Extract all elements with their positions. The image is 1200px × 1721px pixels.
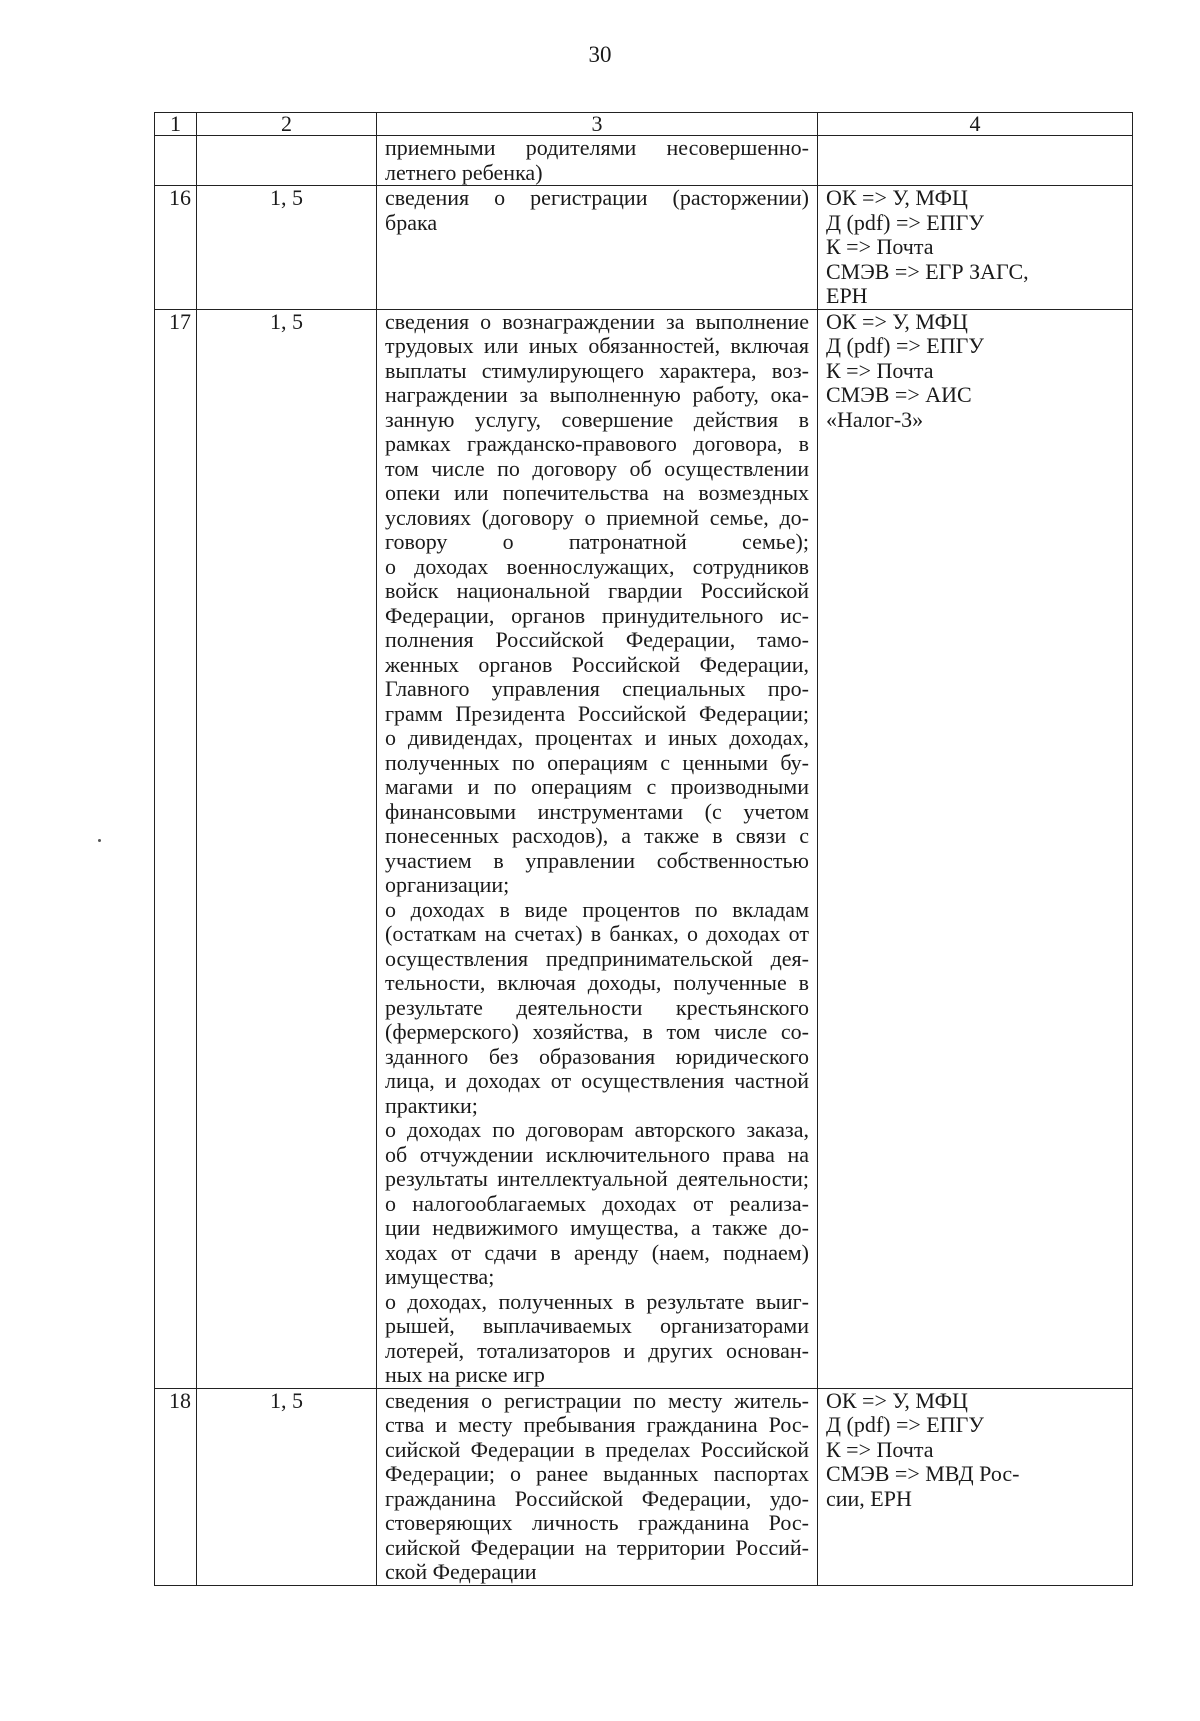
description-line: Федерации, органов принудительного ис- (385, 602, 809, 628)
description-line: Главного управления специальных про- (385, 676, 809, 701)
description-line: брака (385, 209, 438, 235)
description-line: ных на риске игр (385, 1362, 545, 1387)
description-line: полнения Российской Федерации, тамо- (385, 627, 809, 652)
description-line: летнего ребенка) (385, 159, 543, 185)
description-line: женных органов Российской Федерации, (385, 651, 809, 677)
description-line: зданного без образования юридического (385, 1043, 809, 1069)
description-line: о дивидендах, процентах и иных доходах, (385, 725, 809, 750)
channel-line: К => Почта (826, 357, 934, 383)
scan-mark (98, 839, 101, 842)
description-line: грамм Президента Российской Федерации; (385, 700, 809, 726)
description-line: Федерации; о ранее выданных паспортах (385, 1461, 809, 1486)
row-channels (818, 186, 1133, 310)
table-row (155, 136, 1133, 186)
table-header-row (155, 113, 1133, 136)
header-cell: 2 (197, 113, 377, 136)
row-number (155, 136, 197, 186)
description-line: сведения о вознаграждении за выполнение (385, 308, 809, 334)
channel-line: Д (pdf) => ЕПГУ (826, 1412, 984, 1437)
description-line: том числе по договору об осуществлении (385, 455, 809, 481)
description-line: практики; (385, 1092, 478, 1118)
description-line: тельности, включая доходы, полученные в (385, 970, 809, 995)
channel-line: ЕРН (826, 283, 868, 308)
row-description (377, 136, 818, 186)
description-line: (остаткам на счетах) в банках, о доходах от (385, 921, 809, 946)
description-line: о доходах, полученных в результате выиг- (385, 1288, 809, 1314)
row-description (377, 1388, 818, 1585)
description-line: стоверяющих личность гражданина Рос- (385, 1510, 809, 1535)
description-line: о доходах в виде процентов по вкладам (385, 896, 809, 922)
description-line: ства и месту пребывания гражданина Рос- (385, 1412, 809, 1437)
channel-line: ОК => У, МФЦ (826, 1387, 968, 1413)
description-line: лица, и доходах от осуществления частной (385, 1068, 809, 1093)
header-cell: 1 (155, 113, 197, 136)
channel-line: СМЭВ => МВД Рос- (826, 1461, 1020, 1486)
description-line: рамках гражданско-правового договора, в (385, 431, 809, 456)
row-number: 18 (155, 1388, 197, 1585)
channel-line: К => Почта (826, 234, 934, 259)
description-line: организации; (385, 872, 510, 897)
table-row (155, 1388, 1133, 1585)
row-description (377, 186, 818, 310)
row-channels (818, 136, 1133, 186)
channel-line: Д (pdf) => ЕПГУ (826, 333, 984, 358)
description-line: гражданина Российской Федерации, удо- (385, 1485, 809, 1511)
row-number: 16 (155, 186, 197, 310)
channel-line: Д (pdf) => ЕПГУ (826, 209, 984, 235)
header-cell: 4 (818, 113, 1133, 136)
row-number: 17 (155, 309, 197, 1388)
description-line: ской Федерации (385, 1559, 537, 1584)
table-row (155, 186, 1133, 310)
description-line: опеки или попечительства на возмездных (385, 480, 809, 505)
description-line: говору о патронатной семье); (385, 529, 809, 554)
row-columns-ref: 1, 5 (197, 309, 377, 1388)
description-line: финансовыми инструментами (с учетом (385, 798, 809, 824)
description-line: ции недвижимого имущества, а также до- (385, 1215, 809, 1240)
channel-line: К => Почта (826, 1436, 934, 1462)
description-line: результате деятельности крестьянского (385, 994, 809, 1020)
table-row (155, 309, 1133, 1388)
description-line: осуществления предпринимательской дея- (385, 945, 809, 971)
description-line: о доходах военнослужащих, сотрудников (385, 553, 809, 579)
row-description (377, 309, 818, 1388)
description-line: об отчуждении исключительного права на (385, 1141, 809, 1167)
description-line: занную услугу, совершение действия в (385, 406, 809, 432)
description-line: награждении за выполненную работу, ока- (385, 382, 809, 407)
description-line: приемными родителями несовершенно- (385, 135, 809, 160)
description-line: сведения о регистрации по месту житель- (385, 1387, 809, 1413)
description-line: трудовых или иных обязанностей, включая (385, 333, 809, 358)
channel-line: ОК => У, МФЦ (826, 185, 968, 210)
description-line: сийской Федерации в пределах Российской (385, 1436, 809, 1462)
row-channels (818, 309, 1133, 1388)
description-line: сийской Федерации на территории Россий- (385, 1534, 809, 1560)
description-line: участием в управлении собственностью (385, 847, 809, 873)
description-line: имущества; (385, 1264, 495, 1289)
description-line: рышей, выплачиваемых организаторами (385, 1313, 809, 1338)
description-line: сведения о регистрации (расторжении) (385, 185, 809, 210)
channel-line: сии, ЕРН (826, 1485, 912, 1511)
channel-line: СМЭВ => АИС (826, 382, 972, 407)
description-line: о доходах по договорам авторского заказа, (385, 1117, 809, 1142)
channel-line: «Налог-3» (826, 406, 924, 432)
description-line: ходах от сдачи в аренду (наем, поднаем) (385, 1239, 809, 1265)
row-columns-ref (197, 136, 377, 186)
row-channels (818, 1388, 1133, 1585)
description-line: полученных по операциям с ценными бу- (385, 749, 809, 775)
description-line: условиях (договору о приемной семье, до- (385, 504, 809, 530)
description-line: (фермерского) хозяйства, в том числе со- (385, 1019, 809, 1044)
document-table (154, 112, 1133, 1586)
description-line: результаты интеллектуальной деятельности; (385, 1166, 809, 1191)
description-line: лотерей, тотализаторов и других основан- (385, 1337, 809, 1363)
page-number: 30 (588, 42, 612, 67)
channel-line: СМЭВ => ЕГР ЗАГС, (826, 258, 1029, 284)
description-line: выплаты стимулирующего характера, воз- (385, 357, 809, 383)
description-line: понесенных расходов), а также в связи с (385, 823, 809, 848)
description-line: войск национальной гвардии Российской (385, 578, 809, 603)
row-columns-ref: 1, 5 (197, 186, 377, 310)
row-columns-ref: 1, 5 (197, 1388, 377, 1585)
description-line: магами и по операциям с производными (385, 774, 809, 799)
channel-line: ОК => У, МФЦ (826, 308, 968, 334)
description-line: о налогооблагаемых доходах от реализа- (385, 1190, 809, 1216)
header-cell: 3 (377, 113, 818, 136)
